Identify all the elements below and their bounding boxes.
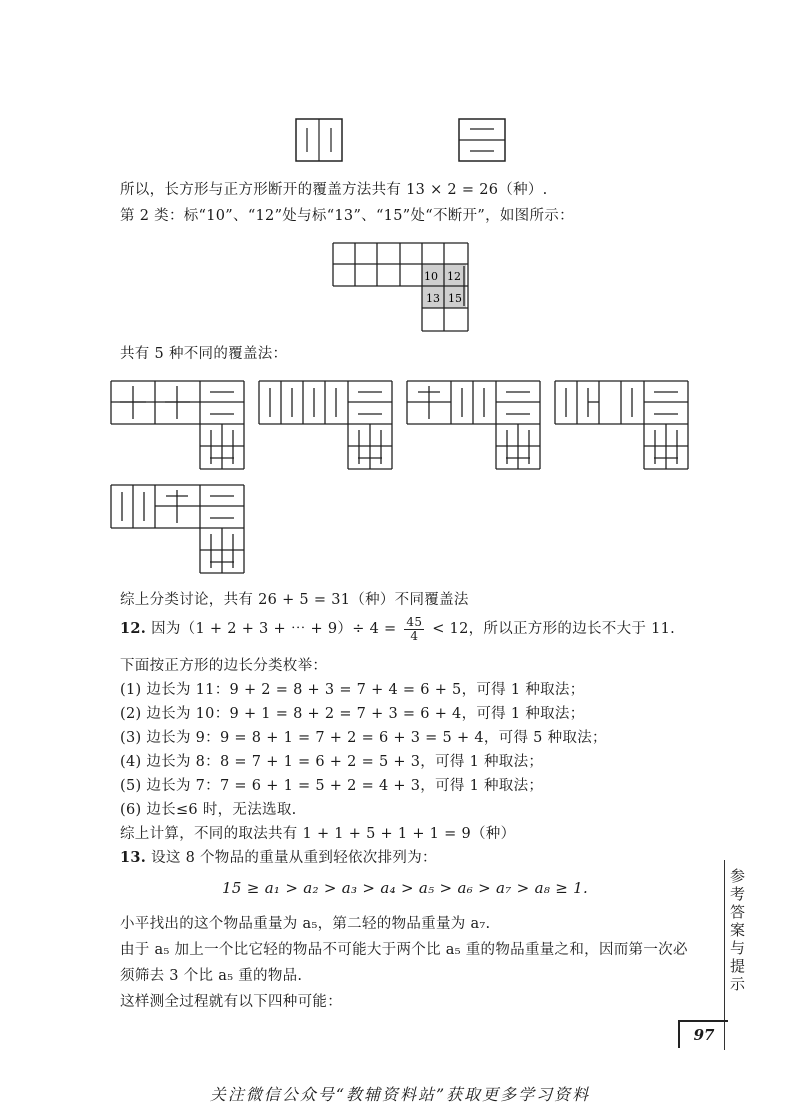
covering-diagram-3 — [406, 380, 542, 472]
grid-label: 13 — [426, 292, 440, 305]
footer-note: 关注微信公众号“教辅资料站”获取更多学习资料 — [209, 1085, 591, 1104]
grid-figure-labeled — [332, 242, 470, 334]
text-line: 这样测全过程就有以下四种可能： — [120, 994, 342, 1010]
text-line: 综上分类讨论，共有 26 + 5 = 31（种）不同覆盖法 — [120, 592, 469, 608]
q12-pre: 因为（1 + 2 + 3 + ⋯ + 9）÷ 4 = — [151, 621, 397, 637]
question-12 — [120, 614, 675, 644]
fraction-numerator: 45 — [406, 614, 423, 629]
grid-label: 15 — [448, 292, 462, 305]
text-line: 共有 5 种不同的覆盖法： — [120, 346, 288, 362]
case-line: (6) 边长≤6 时，无法选取. — [120, 802, 297, 818]
figure-top-left — [295, 118, 343, 162]
case-line: (1) 边长为 11：9 + 2 = 8 + 3 = 7 + 4 = 6 + 5，可得 1 种取法； — [120, 682, 585, 698]
covering-diagram-2 — [258, 380, 394, 472]
covering-diagram-1 — [110, 380, 246, 472]
text-line: 须筛去 3 个比 a₅ 重的物品. — [120, 968, 303, 984]
text-line: 所以，长方形与正方形断开的覆盖方法共有 13 × 2 = 26（种）. — [120, 182, 548, 198]
q13-text: 设这 8 个物品的重量从重到轻依次排列为： — [151, 850, 437, 866]
case-line: (4) 边长为 8：8 = 7 + 1 = 6 + 2 = 5 + 3，可得 1 种取法； — [120, 754, 544, 770]
question-number: 12. — [120, 620, 147, 637]
q12-post: < 12，所以正方形的边长不大于 11. — [432, 621, 676, 637]
grid-label: 10 — [424, 270, 438, 283]
question-13 — [120, 848, 437, 868]
covering-diagram-4 — [554, 380, 690, 472]
fraction-denominator: 4 — [410, 628, 419, 643]
text-line: 综上计算，不同的取法共有 1 + 1 + 5 + 1 + 1 = 9（种） — [120, 826, 516, 842]
fraction — [404, 616, 424, 643]
grid-label: 12 — [447, 270, 461, 283]
side-tab: 参考答案与提示 — [728, 868, 746, 994]
figure-top-right — [458, 118, 506, 162]
question-number: 13. — [120, 849, 147, 866]
text-line: 第 2 类：标“10”、“12”处与标“13”、“15”处“不断开”，如图所示： — [120, 208, 574, 224]
case-line: (3) 边长为 9：9 = 8 + 1 = 7 + 2 = 6 + 3 = 5 + 4，可得 5 种取法； — [120, 730, 607, 746]
text-line: 由于 a₅ 加上一个比它轻的物品不可能大于两个比 a₅ 重的物品重量之和，因而第一次必 — [120, 942, 688, 958]
covering-diagram-5 — [110, 484, 246, 576]
text-line: 小平找出的这个物品重量为 a₅，第二轻的物品重量为 a₇. — [120, 916, 491, 932]
formula: 15 ≥ a₁ > a₂ > a₃ > a₄ > a₅ > a₆ > a₇ > a₈ ≥ 1. — [222, 879, 589, 897]
page-number: 97 — [678, 1020, 728, 1048]
case-line: (2) 边长为 10：9 + 1 = 8 + 2 = 7 + 3 = 6 + 4，可得 1 种取法； — [120, 706, 585, 722]
text-line: 下面按正方形的边长分类枚举： — [120, 658, 328, 674]
case-line: (5) 边长为 7：7 = 6 + 1 = 5 + 2 = 4 + 3，可得 1 种取法； — [120, 778, 544, 794]
